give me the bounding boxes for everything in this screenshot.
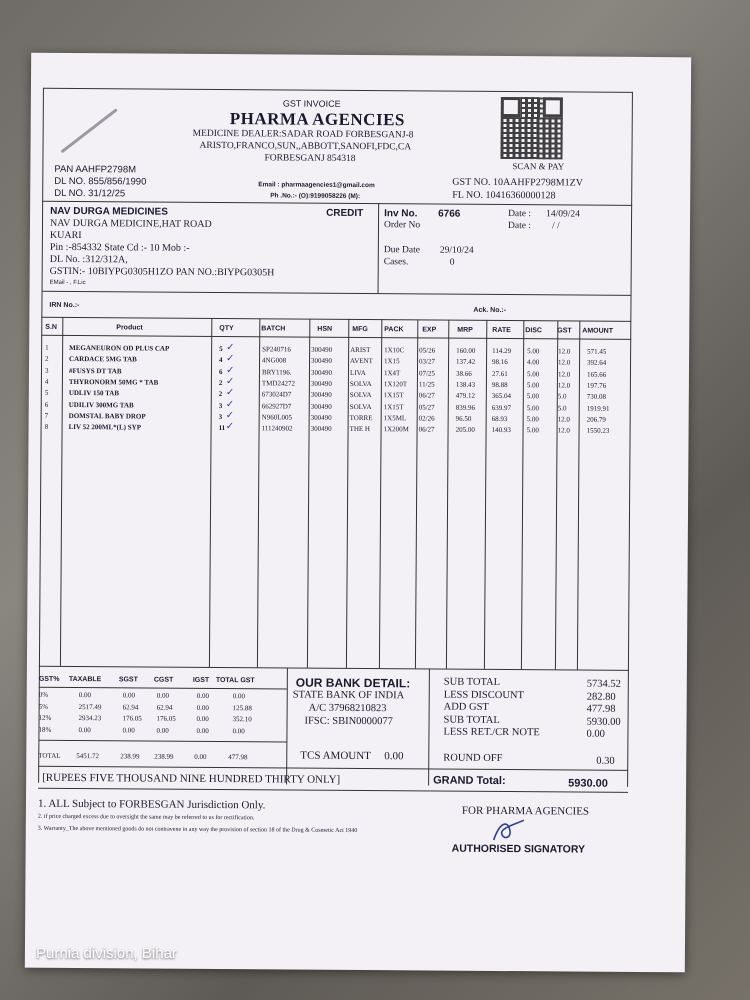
cell-pack: 1X15 <box>384 357 400 366</box>
cell-qty: 5 <box>219 345 223 354</box>
cell-rate: 68.93 <box>491 414 508 423</box>
cell-hsn: 300490 <box>310 379 332 388</box>
amount-in-words: [RUPEES FIVE THOUSAND NINE HUNDRED THIRTY ONLY] <box>42 771 341 786</box>
cell-rate: 365.04 <box>491 392 512 401</box>
tcs-label: TCS AMOUNT <box>300 749 371 763</box>
credit-label: CREDIT <box>326 207 364 220</box>
totals-label: ADD GST <box>443 701 489 713</box>
cell-mfg: SOLVA <box>349 391 372 400</box>
col-exp: EXP <box>422 326 437 334</box>
cell-pack: 1X15T <box>383 402 404 411</box>
buyer-city: KUARI <box>49 229 82 242</box>
cell-gst: 12.0 <box>557 415 570 424</box>
gst-cell: 176.05 <box>122 714 142 723</box>
cell-hsn: 300490 <box>310 424 332 433</box>
check-mark-icon: ✓ <box>225 387 235 399</box>
firm-address-1: MEDICINE DEALER:SADAR ROAD FORBESGANJ-8 <box>192 128 414 141</box>
term-2: 2. if price charged excess due to oversight the same may be referred to us for rectification. <box>37 813 255 822</box>
firm-address-2: ARISTO,FRANCO,SUN,,ABBOTT,SANOFI,FDC,CA <box>199 140 412 153</box>
cell-qty: 3 <box>218 401 223 410</box>
cell-disc: 5.00 <box>526 426 539 435</box>
cell-hsn: 300490 <box>310 368 333 377</box>
gst-cell: 0.00 <box>156 691 169 700</box>
gst-cell: 0% <box>38 690 49 699</box>
tcs-value: 0.00 <box>384 750 404 763</box>
cell-mfg: SOLVA <box>349 379 372 388</box>
totals-value: 0.00 <box>586 728 605 740</box>
bank-account: A/C 37968210823 <box>308 702 387 715</box>
gst-cell: 0.00 <box>156 726 169 735</box>
gst-cell: 62.94 <box>122 702 139 711</box>
cases-label: Cases. <box>383 257 409 268</box>
cell-mfg: SOLVA <box>349 402 372 411</box>
gst-cell: 18% <box>38 725 52 734</box>
cell-gst: 12.0 <box>558 358 571 367</box>
round-off-value: 0.30 <box>596 755 615 767</box>
cell-hsn: 300490 <box>310 402 332 411</box>
cell-gst: 12.0 <box>557 369 571 379</box>
totals-value: 5930.00 <box>586 716 621 728</box>
firm-dl-no: DL NO. 855/856/1990 <box>54 175 147 188</box>
cell-product: #FUSYS DT TAB <box>68 366 122 375</box>
gst-cell: 0.00 <box>122 725 135 734</box>
check-mark-icon: ✓ <box>225 421 235 433</box>
order-date-label: Date : <box>507 221 531 232</box>
photo-caption: Purnia division, Bihar <box>36 945 177 962</box>
cell-exp: 06/27 <box>418 425 435 434</box>
sgst-header: SGST <box>118 676 138 684</box>
cell-sn: 6 <box>44 400 49 409</box>
buyer-dl: DL No. :312/312A, <box>49 253 128 266</box>
gst-cell: 0.00 <box>196 714 209 723</box>
firm-dl-valid: DL NO. 31/12/25 <box>54 187 126 200</box>
igst-header: IGST <box>192 676 210 684</box>
bank-name: STATE BANK OF INDIA <box>292 689 405 702</box>
gst-total-sgst: 238.99 <box>120 752 140 761</box>
check-mark-icon: ✓ <box>226 353 235 365</box>
cell-exp: 06/27 <box>418 391 435 400</box>
cell-pack: 1X4T <box>383 368 401 377</box>
cell-hsn: 300490 <box>311 356 333 366</box>
gst-cell: 12% <box>38 713 52 722</box>
check-mark-icon: ✓ <box>226 342 235 354</box>
buyer-email: EMail - , F.Lic <box>49 279 86 287</box>
cell-mfg: LIVA <box>349 368 366 377</box>
cell-mrp: 138.43 <box>455 380 476 389</box>
cell-batch: 4NG008 <box>262 356 287 365</box>
cell-gst: 12.0 <box>557 426 570 435</box>
buyer-gstin: GSTIN:- 10BIYPG0305H1ZO PAN NO.:BIYPG0305H <box>49 265 275 279</box>
totals-value: 5734.52 <box>586 678 621 690</box>
cell-product: UDILIV 300MG TAB <box>68 400 134 409</box>
gst-cell: 0.00 <box>196 691 209 700</box>
inv-no: 6766 <box>438 208 461 220</box>
cell-qty: 11 <box>218 424 226 433</box>
cell-gst: 5.0 <box>557 403 567 412</box>
gst-cell: 352.10 <box>232 715 252 724</box>
cell-mrp: 160.00 <box>456 346 476 355</box>
gst-total-taxable: 5451.72 <box>76 752 100 761</box>
cell-disc: 5.00 <box>526 403 540 412</box>
taxable-header: TAXABLE <box>68 675 102 684</box>
cell-disc: 5.00 <box>526 381 540 390</box>
col-hsn: HSN <box>317 325 333 333</box>
cell-batch: SP240716 <box>262 345 291 354</box>
for-firm: FOR PHARMA AGENCIES <box>461 804 590 818</box>
firm-pan: PAN AAHFP2798M <box>54 163 137 176</box>
totals-label: LESS DISCOUNT <box>443 689 524 701</box>
scan-pay-label: SCAN & PAY <box>512 161 565 172</box>
qr-code <box>500 97 562 159</box>
cell-hsn: 300490 <box>310 413 332 422</box>
doc-type: GST INVOICE <box>282 98 341 109</box>
cell-sn: 2 <box>45 355 49 364</box>
cell-qty: 4 <box>219 356 223 365</box>
cell-product: CARDACE 5MG TAB <box>69 355 137 364</box>
cell-mrp: 839.96 <box>455 403 476 412</box>
cell-amount: 730.08 <box>586 392 607 401</box>
totals-value: 282.80 <box>586 691 616 703</box>
cell-pack: 1X10C <box>384 346 405 355</box>
authorised-signatory: AUTHORISED SIGNATORY <box>451 842 586 856</box>
cell-product: MEGANEURON OD PLUS CAP <box>69 343 170 353</box>
bank-title: OUR BANK DETAIL: <box>295 675 411 691</box>
bank-ifsc: IFSC: SBIN0000077 <box>304 715 393 728</box>
cell-amount: 1919.91 <box>586 404 610 413</box>
cell-gst: 5.0 <box>557 392 567 401</box>
col-qty: QTY <box>219 325 234 333</box>
cell-amount: 197.76 <box>586 381 607 390</box>
grand-total-label: GRAND Total: <box>433 774 506 788</box>
cell-gst: 12.0 <box>558 347 571 356</box>
grand-total-value: 5930.00 <box>568 777 608 790</box>
term-3: 3. Warranty_The above mentioned goods do not contravene in any way the provision of section 18 of the Drug & Cosmetic Act 1940 <box>37 825 358 835</box>
round-off-label: ROUND OFF <box>443 752 503 765</box>
irn-label: IRN No.:- <box>49 301 80 310</box>
cell-batch: BRY1196. <box>261 367 292 377</box>
cell-qty: 2 <box>218 378 223 387</box>
cell-mfg: TORRE <box>349 413 373 422</box>
gst-cell: 62.94 <box>156 703 173 712</box>
gst-total-cgst: 238.99 <box>154 752 174 761</box>
col-sn: S.N <box>45 323 57 331</box>
cell-product: LIV 52 200ML*(L) SYP <box>68 423 142 432</box>
cell-amount: 571.45 <box>587 347 607 356</box>
cell-rate: 27.61 <box>491 369 508 378</box>
cell-disc: 5.00 <box>526 392 540 401</box>
totals-label: LESS RET./CR NOTE <box>443 726 540 739</box>
cell-exp: 07/25 <box>418 369 435 378</box>
cell-mfg: ARIST <box>350 345 371 355</box>
cell-sn: 4 <box>44 377 49 386</box>
check-mark-icon: ✓ <box>225 398 235 410</box>
gst-cell: 0.00 <box>78 725 91 734</box>
gst-cell: 2517.49 <box>78 702 102 711</box>
col-mrp: MRP <box>457 326 473 334</box>
cell-batch: 673024D7 <box>261 390 292 399</box>
col-mfg: MFG <box>352 325 368 334</box>
firm-email: Email : pharmaagencies1@gmail.com <box>258 181 375 190</box>
cell-exp: 05/26 <box>419 346 436 355</box>
cell-rate: 639.97 <box>491 403 512 412</box>
cell-hsn: 300490 <box>310 390 332 400</box>
col-rate: RATE <box>492 326 511 335</box>
cell-disc: 4.00 <box>527 358 540 367</box>
buyer-name: NAV DURGA MEDICINES <box>50 205 168 218</box>
gst-total-row <box>38 752 288 765</box>
cell-mrp: 96.50 <box>455 414 472 423</box>
cell-hsn: 300490 <box>311 345 333 354</box>
buyer-address: NAV DURGA MEDICINE,HAT ROAD <box>49 217 212 230</box>
cell-sn: 7 <box>44 411 49 420</box>
cell-mfg: THE H <box>349 425 371 434</box>
gst-cell: 0.00 <box>196 703 209 712</box>
cell-product: UDLIV 150 TAB <box>68 389 120 398</box>
ack-label: Ack. No.:- <box>473 306 507 315</box>
due-date: 29/10/24 <box>439 245 474 256</box>
cell-batch: 111240902 <box>261 424 293 433</box>
due-date-label: Due Date <box>383 245 421 256</box>
cell-mrp: 479.12 <box>455 391 476 401</box>
col-batch: BATCH <box>261 325 286 333</box>
cgst-header: CGST <box>153 676 174 684</box>
cell-product: THYRONORM 50MG * TAB <box>68 377 159 387</box>
totals-label: SUB TOTAL <box>443 676 501 688</box>
cell-qty: 3 <box>218 412 223 421</box>
cell-disc: 5.00 <box>526 369 540 378</box>
col-product: Product <box>116 324 143 332</box>
gst-cell: 0.00 <box>232 692 245 701</box>
gst-cell: 125.88 <box>232 703 252 712</box>
gst-cell: 0.00 <box>122 691 135 700</box>
cell-amount: 206.79 <box>586 415 606 424</box>
cell-mrp: 137.42 <box>456 357 476 367</box>
cell-pack: 1X15T <box>383 391 404 400</box>
gst-summary-row <box>38 725 288 738</box>
cell-mfg: AVENT <box>350 357 373 366</box>
gst-pct-header: GST% <box>38 675 60 683</box>
cell-sn: 8 <box>44 422 49 431</box>
firm-phone: Ph .No.:- (O):9199058226 (M): <box>270 192 361 201</box>
col-pack: PACK <box>384 326 404 334</box>
cell-exp: 05/27 <box>418 402 435 412</box>
cell-qty: 6 <box>218 367 223 376</box>
col-gst: GST <box>557 327 572 335</box>
signature-scribble <box>490 816 528 844</box>
total-gst-header: TOTAL GST <box>215 677 255 685</box>
cell-mrp: 205.00 <box>455 425 475 434</box>
cell-rate: 98.88 <box>491 380 508 389</box>
cell-amount: 165.66 <box>586 370 607 379</box>
gst-total-igst: 0.00 <box>194 752 207 761</box>
gst-total-label: TOTAL <box>38 751 61 760</box>
cell-batch: 662927D7 <box>261 401 292 411</box>
cell-exp: 11/25 <box>418 380 435 389</box>
check-mark-icon: ✓ <box>225 375 235 388</box>
table-header <box>41 324 631 339</box>
firm-name: PHARMA AGENCIES <box>229 109 405 130</box>
gst-cell: 2934.23 <box>78 714 102 723</box>
cell-disc: 5.00 <box>526 414 539 424</box>
cell-sn: 1 <box>45 343 49 352</box>
order-no-label: Order No <box>383 220 421 231</box>
cell-exp: 02/26 <box>418 414 435 423</box>
firm-fl-no: FL NO. 10416360000128 <box>452 189 556 202</box>
gst-cell: 176.05 <box>156 714 176 723</box>
inv-no-label: Inv No. <box>384 208 418 220</box>
cell-product: DOMSTAL BABY DROP <box>68 411 146 421</box>
firm-address-3: FORBESGANJ 854318 <box>264 153 356 164</box>
term-1: 1. ALL Subject to FORBESGAN Jurisdiction Only. <box>37 797 266 812</box>
cell-qty: 2 <box>218 390 223 399</box>
gst-cell: 0.00 <box>232 726 245 735</box>
totals-value: 477.98 <box>586 703 616 715</box>
buyer-pin: Pin :-854332 State Cd :- 10 Mob :- <box>49 241 190 254</box>
cell-amount: 1550.23 <box>586 426 610 435</box>
inv-date: 14/09/24 <box>546 209 580 220</box>
check-mark-icon: ✓ <box>225 364 235 376</box>
cell-gst: 12.0 <box>557 381 571 390</box>
cell-sn: 3 <box>44 366 49 375</box>
gst-total-amount: 477.98 <box>228 753 248 762</box>
gst-cell: 0.00 <box>196 726 209 735</box>
cell-disc: 5.00 <box>527 347 540 356</box>
cell-pack: 1X200M <box>383 425 409 434</box>
cell-rate: 98.16 <box>492 358 508 367</box>
firm-gst-no: GST NO. 10AAHFP2798M1ZV <box>452 176 584 189</box>
totals-label: SUB TOTAL <box>443 714 500 726</box>
date-label: Date : <box>508 209 532 220</box>
invoice-paper <box>25 53 691 973</box>
cell-exp: 03/27 <box>419 357 436 366</box>
cell-pack: 1X5ML <box>383 413 407 423</box>
order-date: / / <box>551 221 560 232</box>
invoice <box>37 88 633 932</box>
check-mark-icon: ✓ <box>225 409 235 421</box>
gst-cell: 5% <box>38 702 49 711</box>
cell-amount: 392.64 <box>587 358 607 368</box>
cell-sn: 5 <box>44 388 49 398</box>
cases-value: 0 <box>449 257 455 268</box>
cell-batch: N960L005 <box>261 413 293 422</box>
cell-batch: TMD24272 <box>261 379 295 388</box>
cell-rate: 140.93 <box>491 426 511 435</box>
gst-cell: 0.00 <box>78 691 91 700</box>
col-disc: DISC <box>525 327 543 335</box>
cell-mrp: 38.66 <box>455 369 472 378</box>
col-amount: AMOUNT <box>582 327 614 335</box>
cell-rate: 114.29 <box>492 346 512 356</box>
cell-pack: 1X120T <box>383 380 408 389</box>
